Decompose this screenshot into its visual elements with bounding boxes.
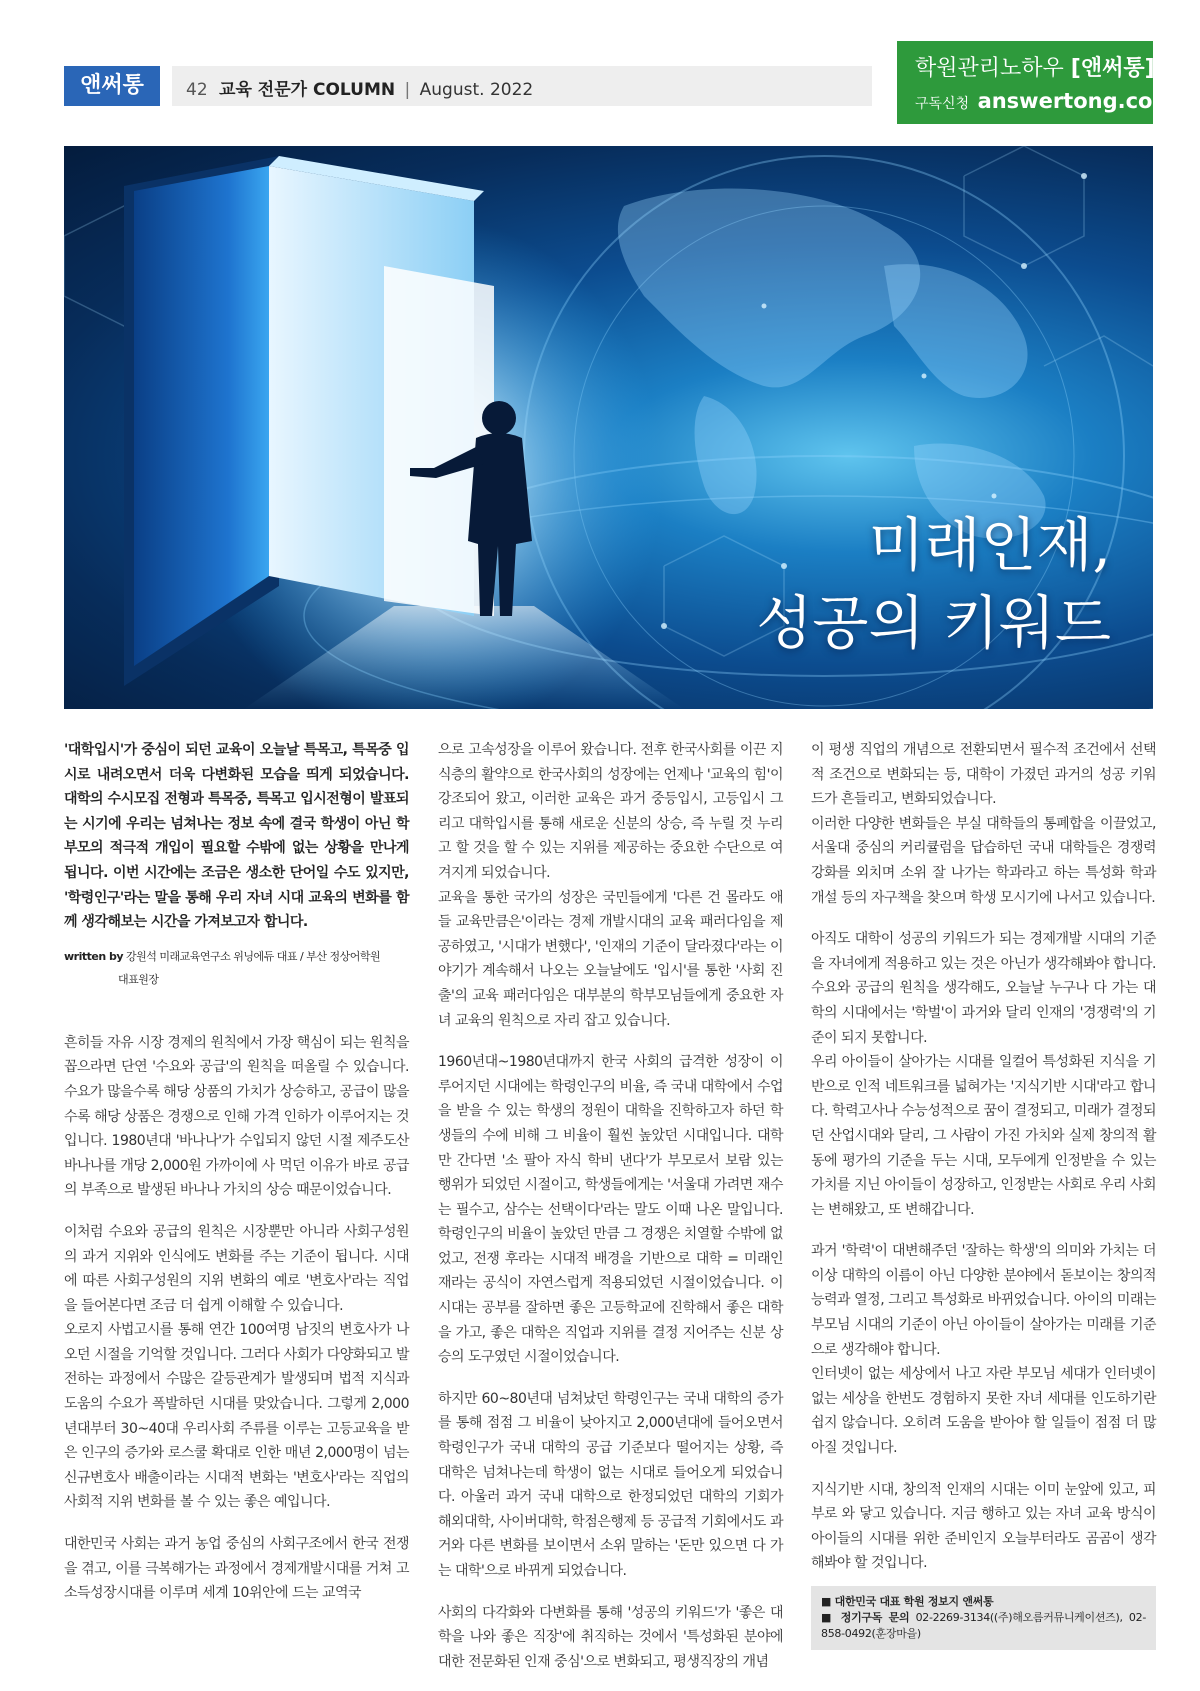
info-line-1: ■ 대한민국 대표 학원 정보지 앤써통 — [821, 1595, 994, 1608]
paragraph: 흔히들 자유 시장 경제의 원칙에서 가장 핵심이 되는 원칙을 꼽으라면 단연 '수요와 공급'의 원칙을 떠올릴 수 있습니다. 수요가 많을수록 해당 상품의 가치가 상승하고, 공급이 많을수록 해당 상품은 경쟁으로 인해 가격 인하가 이루어지는 것입니다. 1980년대 '바나나'가 수입되지 않던 시절 제주도산 바나나를 개당 2,000원 가까이에 사 먹던 이유가 바로 공급의 부족으로 발생된 바나나 가치의 상승 때문이었습니다. — [64, 1034, 409, 1199]
promo-box[interactable] — [897, 41, 1185, 124]
byline-prefix: written by — [64, 949, 124, 963]
paragraph: 하지만 60~80년대 넘쳐났던 학령인구는 국내 대학의 증가를 통해 점점 그 비율이 낮아지고 2,000년대에 들어오면서 학령인구가 국내 대학의 공급 기준보다 떨어지는 상황, 즉 대학은 넘쳐나는데 학생이 없는 시대로 들어오게 되었습니다. 아울러 과거 국내 대학으로 한정되었던 대학의 기회가 해외대학, 사이버대학, 학점은행제 등 공급적 기회에서도 과거와 다른 변화를 보이면서 소위 말하는 '돈만 있으면 다 가는 대학'으로 바뀌게 되었습니다. — [438, 1390, 783, 1579]
promo-title — [915, 51, 1155, 82]
paragraph: 대한민국 사회는 과거 농업 중심의 사회구조에서 한국 전쟁을 겪고, 이를 극복해가는 과정에서 경제개발시대를 거쳐 고소득성장시대를 이루며 세계 10위안에 드는 교역국 — [64, 1536, 409, 1602]
paragraph: 과거 '학력'이 대변해주던 '잘하는 학생'의 의미와 가치는 더 이상 대학의 이름이 아닌 다양한 분야에서 돋보이는 창의적 능력과 열정, 그리고 특성화로 바뀌었습니다. 아이의 미래는 부모님 시대의 기준이 아닌 아이들이 살아가는 미래를 기준으로 생각해야 합니다. — [811, 1243, 1156, 1358]
article-lead: '대학입시'가 중심이 되던 교육이 오늘날 특목고, 특목중 입시로 내려오면서 더욱 다변화된 모습을 띄게 되었습니다. 대학의 수시모집 전형과 특목중, 특목고 입시전형이 발표되는 시기에 우리는 넘쳐나는 정보 속에 결국 학생이 아닌 학부모의 적극적 개입이 필요할 수밖에 없는 상황을 만나게 됩니다. 이번 시간에는 조금은 생소한 단어일 수도 있지만, '학령인구'라는 말을 통해 우리 자녀 시대 교육의 변화를 함께 생각해보는 시간을 가져보고자 합니다. — [64, 742, 409, 931]
promo-title-prefix: 학원관리노하우 — [915, 56, 1064, 81]
article-column-1 — [64, 738, 409, 1623]
paragraph: 으로 고속성장을 이루어 왔습니다. 전후 한국사회를 이끈 지식층의 활약으로 한국사회의 성장에는 언제나 '교육의 힘'이 강조되어 왔고, 이러한 교육은 과거 중등입시, 고등입시 그리고 대학입시를 통해 새로운 신분의 상승, 즉 누릴 것 누리고 할 것을 할 수 있는 지위를 제공하는 중요한 수단으로 여겨지게 되었습니다. — [438, 742, 783, 881]
paragraph: 이 평생 직업의 개념으로 전환되면서 필수적 조건에서 선택적 조건으로 변화되는 등, 대학이 가졌던 과거의 성공 키워드가 흔들리고, 변화되었습니다. — [811, 742, 1156, 808]
promo-subscribe-label: 구독신청 — [915, 96, 970, 112]
hero-title-line2: 성공의 키워드 — [756, 589, 1111, 657]
paragraph: 오로지 사법고시를 통해 연간 100여명 남짓의 변호사가 나오던 시절을 기억할 것입니다. 그러다 사회가 다양화되고 발전하는 과정에서 수많은 갈등관계가 발생되며 법적 지식과 도움의 수요가 폭발하던 시대를 맞았습니다. 그렇게 2,000년대부터 30~40대 우리사회 주류를 이루는 고등교육을 받은 인구의 증가와 로스쿨 확대로 인한 매년 2,000명이 넘는 신규변호사 배출이라는 시대적 변화는 '변호사'라는 직업의 사회적 지위 변화를 볼 수 있는 좋은 예입니다. — [64, 1322, 409, 1511]
promo-site-link[interactable]: answertong.co.kr — [977, 89, 1185, 113]
article-column-2 — [438, 738, 783, 1691]
hero-title — [756, 506, 1111, 662]
brand-tag: 앤써통 — [64, 66, 160, 106]
paragraph: 이처럼 수요와 공급의 원칙은 시장뿐만 아니라 사회구성원의 과거 지위와 인식에도 변화를 주는 기준이 됩니다. 시대에 따른 사회구성원의 지위 변화의 예로 '변호사'라는 직업을 들어본다면 조금 더 쉽게 이해할 수 있습니다. — [64, 1223, 409, 1314]
paragraph: 우리 아이들이 살아가는 시대를 일컬어 특성화된 지식을 기반으로 인적 네트워크를 넓혀가는 '지식기반 시대'라고 합니다. 학력고사나 수능성적으로 꿈이 결정되고, 미래가 결정되던 산업시대와 달리, 그 사람이 가진 가치와 실제 창의적 활동에 평가의 기준을 두는 시대, 모두에게 인정받을 수 있는 가치를 지닌 아이들이 성장하고, 인정받는 사회로 우리 사회는 변해왔고, 또 변해갑니다. — [811, 1054, 1156, 1218]
hero-title-line1: 미래인재, — [868, 511, 1111, 579]
header-text — [186, 75, 533, 100]
continents — [618, 189, 1046, 539]
info-line-2-label: ■ 정기구독 문의 — [821, 1611, 910, 1624]
subscription-info-box — [811, 1586, 1156, 1650]
article-column-3 — [811, 738, 1156, 1650]
paragraph: 교육을 통한 국가의 성장은 국민들에게 '다른 건 몰라도 애들 교육만큼은'이라는 경제 개발시대의 교육 패러다임을 제공하였고, '시대가 변했다', '인재의 기준이 달라졌다'라는 이야기가 계속해서 나오는 오늘날에도 '입시'를 통한 '사회 진출'의 교육 패러다임은 대부분의 학부모님들에게 중요한 자녀 교육의 원칙으로 자리 잡고 있습니다. — [438, 889, 783, 1029]
issue-date: August. 2022 — [419, 80, 534, 100]
paragraph: 인터넷이 없는 세상에서 나고 자란 부모님 세대가 인터넷이 없는 세상을 한번도 경험하지 못한 자녀 세대를 인도하기란 쉽지 않습니다. 오히려 도움을 받아야 할 일들이 점점 더 많아질 것입니다. — [811, 1366, 1156, 1457]
byline-author-title: 대표원장 — [118, 972, 159, 986]
header-separator: | — [404, 80, 411, 100]
paragraph: 사회의 다각화와 다변화를 통해 '성공의 키워드'가 '좋은 대학을 나와 좋은 직장'에 취직하는 것에서 '특성화된 분야에 대한 전문화된 인재 중심'으로 변화되고, 평생직장의 개념 — [438, 1604, 783, 1670]
paragraph: 지식기반 시대, 창의적 인재의 시대는 이미 눈앞에 있고, 피부로 와 닿고 있습니다. 지금 행하고 있는 자녀 교육 방식이 아이들의 시대를 위한 준비인지 오늘부터라도 곰곰이 생각해봐야 할 것입니다. — [811, 1481, 1156, 1572]
paragraph: 1960년대~1980년대까지 한국 사회의 급격한 성장이 이루어지던 시대에는 학령인구의 비율, 즉 국내 대학에서 수업을 받을 수 있는 학생의 정원이 대학을 진학하고자 하던 학생들의 수에 비해 그 비율이 훨씬 높았던 시대입니다. 대학만 간다면 '소 팔아 자식 학비 낸다'가 부모로서 보람 있는 행위가 되었던 시절이고, 학생들에게는 '서울대 가려면 재수는 필수고, 삼수는 선택이다'라는 말도 이때 나온 말입니다. 학령인구의 비율이 높았던 만큼 그 경쟁은 치열할 수밖에 없었고, 전쟁 후라는 시대적 배경을 기반으로 대학 = 미래인재라는 공식이 자연스럽게 적용되었던 시절이었습니다. 이 시대는 공부를 잘하면 좋은 고등학교에 진학해서 좋은 대학을 가고, 좋은 대학은 직업과 지위를 결정 지어주는 신분 상승의 도구였던 시절이었습니다. — [438, 1054, 783, 1366]
page-number: 42 — [186, 80, 208, 100]
byline-author: 강원석 미래교육연구소 위닝에듀 대표 / 부산 정상어학원 — [126, 949, 381, 963]
promo-subscribe-line — [915, 89, 1185, 113]
hero-image — [64, 146, 1153, 709]
byline — [64, 945, 409, 991]
paragraph: 이러한 다양한 변화들은 부실 대학들의 통폐합을 이끌었고, 서울대 중심의 커리큘럼을 답습하던 국내 대학들은 경쟁력 강화를 외치며 소위 잘 나가는 학과라고 하는 특성화 학과 개설 등의 자구책을 찾으며 학생 모시기에 나서고 있습니다. — [811, 815, 1156, 906]
paragraph: 아직도 대학이 성공의 키워드가 되는 경제개발 시대의 기준을 자녀에게 적용하고 있는 것은 아닌가 생각해봐야 합니다. 수요와 공급의 원칙을 생각해도, 오늘날 누구나 다 가는 대학의 시대에서는 '학벌'이 과거와 달리 인재의 '경쟁력'의 기준이 되지 못합니다. — [811, 931, 1156, 1046]
info-line-2-text: 02-2269-3134((주)해오름커뮤니케이션즈), 02-858-0492(훈장마을) — [821, 1611, 1146, 1640]
promo-title-brand: [앤써통] — [1070, 56, 1155, 81]
column-title: 교육 전문가 COLUMN — [219, 80, 396, 100]
